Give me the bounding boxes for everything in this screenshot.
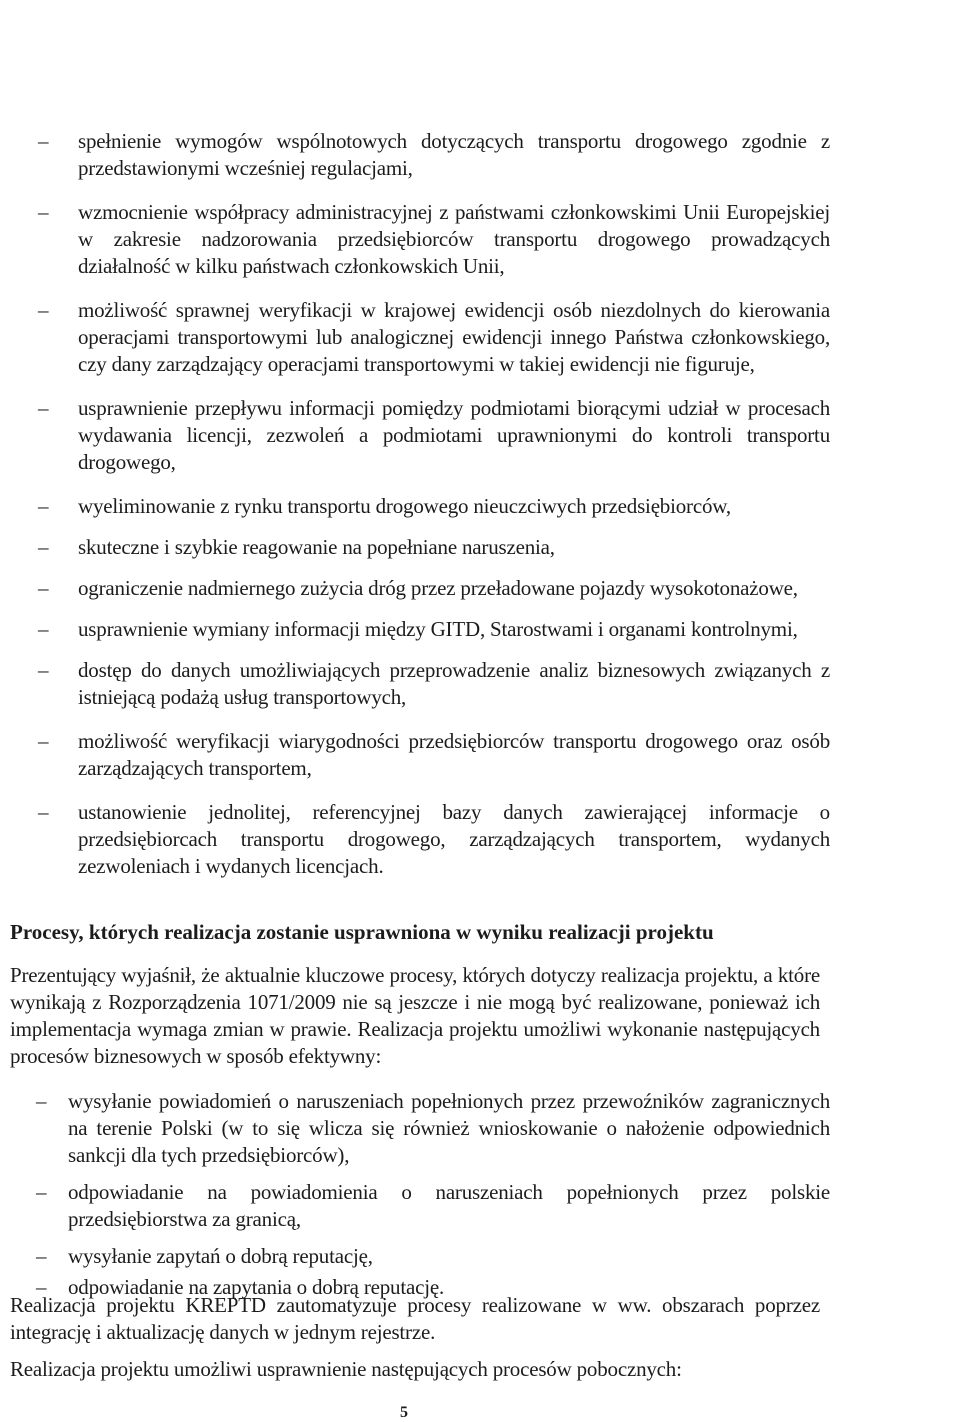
list-item [0,1088,960,1169]
list-item-text: wysyłanie zapytań o dobrą reputację, [68,1244,373,1268]
list-item-text: możliwość sprawnej weryfikacji w krajowej ewidencji osób niezdolnych do kierowania operacjami transportowymi lub analogicznej ewidencji innego Państwa członkowskiego, czy dany zarządzający operacjami transportowymi w takiej ewidencji nie figuruje, [78,298,830,376]
list-item [0,575,960,602]
bullet-dash: – [38,800,49,824]
bullet-dash: – [38,494,49,518]
list-item [0,657,960,711]
list-item [0,728,960,782]
bullet-dash: – [38,129,49,153]
list-item-text: wyeliminowanie z rynku transportu drogowego nieuczciwych przedsiębiorców, [78,494,731,518]
list-item-text: wysyłanie powiadomień o naruszeniach popełnionych przez przewoźników zagranicznych na terenie Polski (w to się wlicza się również wnioskowanie o nałożenie odpowiednich sankcji dla tych przedsiębiorców), [68,1089,830,1167]
benefits-list [0,128,960,897]
list-item-text: odpowiadanie na powiadomienia o naruszeniach popełnionych przez polskie przedsiębiorstwa za granicą, [68,1180,830,1231]
list-item [0,493,960,520]
list-item [0,297,960,378]
list-item [0,1179,960,1233]
list-item [0,534,960,561]
bullet-dash: – [38,298,49,322]
list-item [0,199,960,280]
list-item-text: usprawnienie wymiany informacji między GITD, Starostwami i organami kontrolnymi, [78,617,798,641]
list-item-text: ograniczenie nadmiernego zużycia dróg przez przeładowane pojazdy wysokotonażowe, [78,576,798,600]
bullet-dash: – [38,200,49,224]
list-item-text: możliwość weryfikacji wiarygodności przedsiębiorców transportu drogowego oraz osób zarządzających transportem, [78,729,830,780]
kreptd-paragraph: Realizacja projektu KREPTD zautomatyzuje procesy realizowane w ww. obszarach poprzez integrację i aktualizację danych w jednym rejestrze. [10,1293,820,1344]
bullet-dash: – [38,396,49,420]
list-item-text: ustanowienie jednolitej, referencyjnej bazy danych zawierającej informacje o przedsiębiorcach transportu drogowego, zarządzających transportem, wydanych zezwoleniach i wydanych licencjach. [78,800,830,878]
list-item-text: odpowiadanie na zapytania o dobrą reputację. [68,1275,445,1299]
bullet-dash: – [36,1180,47,1204]
page-number: 5 [400,1404,408,1421]
list-item-text: dostęp do danych umożliwiających przeprowadzenie analiz biznesowych związanych z istniejącą podażą usług transportowych, [78,658,830,709]
bullet-dash: – [38,729,49,753]
section-heading: Procesy, których realizacja zostanie usprawniona w wyniku realizacji projektu [10,920,714,944]
bullet-dash: – [36,1275,47,1299]
list-item-text: wzmocnienie współpracy administracyjnej z państwami członkowskimi Unii Europejskiej w zakresie nadzorowania przedsiębiorców transportu drogowego prowadzących działalność w kilku państwach członkowskich Unii, [78,200,830,278]
bullet-dash: – [36,1089,47,1113]
secondary-processes-paragraph: Realizacja projektu umożliwi usprawnienie następujących procesów pobocznych: [10,1357,682,1381]
list-item [0,128,960,182]
bullet-dash: – [36,1244,47,1268]
list-item-text: usprawnienie przepływu informacji pomiędzy podmiotami biorącymi udział w procesach wydawania licencji, zezwoleń a podmiotami uprawnionymi do kontroli transportu drogowego, [78,396,830,474]
bullet-dash: – [38,658,49,682]
list-item [0,395,960,476]
bullet-dash: – [38,576,49,600]
processes-list [0,1088,960,1305]
list-item [0,799,960,880]
intro-paragraph: Prezentujący wyjaśnił, że aktualnie kluczowe procesy, których dotyczy realizacja projektu, a które wynikają z Rozporządzenia 1071/2009 nie są jeszcze i nie mogą być realizowane, ponieważ ich implementacja wymaga zmian w prawie. Realizacja projektu umożliwi wykonanie następujących procesów biznesowych w sposób efektywny: [10,963,820,1068]
list-item [0,616,960,643]
bullet-dash: – [38,617,49,641]
list-item [0,1243,960,1270]
list-item-text: skuteczne i szybkie reagowanie na popełniane naruszenia, [78,535,555,559]
list-item-text: spełnienie wymogów wspólnotowych dotyczących transportu drogowego zgodnie z przedstawionymi wcześniej regulacjami, [78,129,830,180]
bullet-dash: – [38,535,49,559]
